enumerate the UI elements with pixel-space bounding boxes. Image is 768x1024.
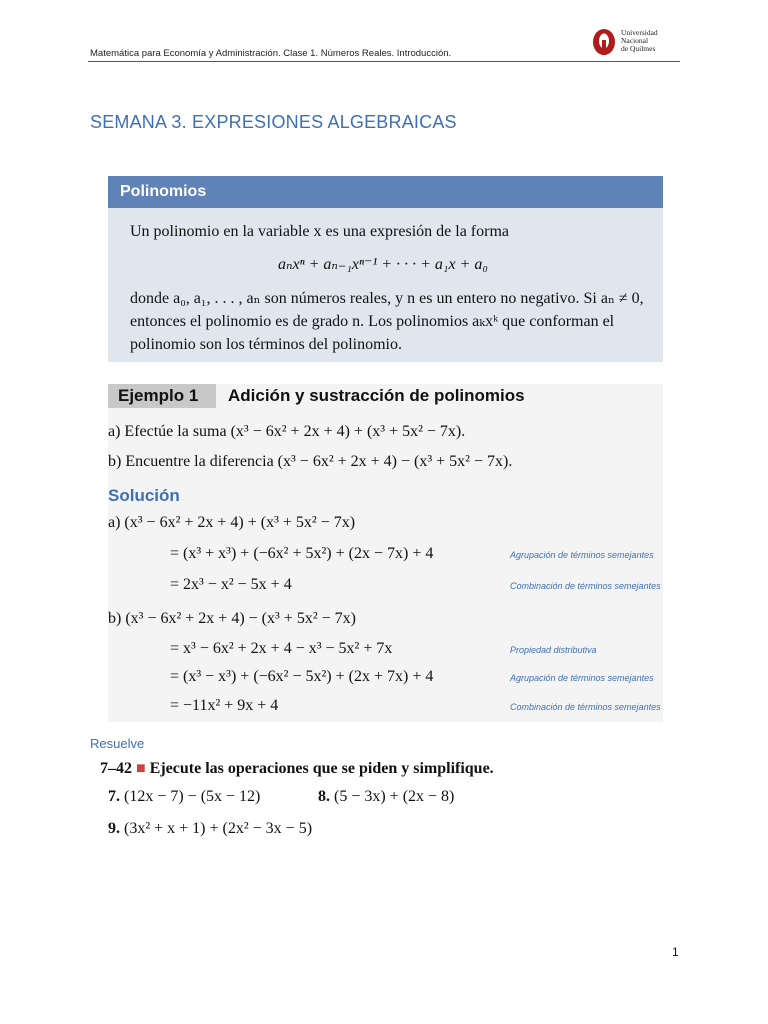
solution-note: Agrupación de términos semejantes xyxy=(510,673,654,683)
university-logo-icon xyxy=(592,28,616,56)
solution-title: Solución xyxy=(108,486,180,505)
logo-line: Universidad xyxy=(621,28,658,37)
solution-b-line: = (x³ − x³) + (−6x² − 5x²) + (2x + 7x) + 4 xyxy=(170,668,434,685)
resuelve-label: Resuelve xyxy=(90,736,145,751)
example-item-b: b) Encuentre la diferencia (x³ − 6x² + 2x + 4) − (x³ + 5x² − 7x). xyxy=(108,453,513,470)
section-title: SEMANA 3. EXPRESIONES ALGEBRAICAS xyxy=(90,112,457,132)
university-logo xyxy=(592,28,680,58)
square-bullet-icon: ■ xyxy=(136,760,146,777)
exercise-expression: (12x − 7) − (5x − 12) xyxy=(124,788,261,805)
exercise-expression: (3x² + x + 1) + (2x² − 3x − 5) xyxy=(124,820,313,837)
exercise-number: 7. xyxy=(108,788,120,805)
definition-header xyxy=(108,176,663,208)
solution-b-line: = x³ − 6x² + 2x + 4 − x³ − 5x² + 7x xyxy=(170,640,393,657)
exercise-item xyxy=(108,820,312,838)
solution-a-line: a) (x³ − 6x² + 2x + 4) + (x³ + 5x² − 7x) xyxy=(108,514,356,531)
polynomial-formula: aₙxⁿ + aₙ₋₁xⁿ⁻¹ + · · · + a₁x + a₀ xyxy=(278,256,488,273)
exercise-heading xyxy=(100,760,494,778)
logo-line: Nacional xyxy=(621,36,649,45)
solution-note: Combinación de términos semejantes xyxy=(510,581,661,591)
exercise-item xyxy=(108,788,260,806)
solution-note: Propiedad distributiva xyxy=(510,645,597,655)
solution-a-line: = 2x³ − x² − 5x + 4 xyxy=(170,576,292,593)
exercise-range: 7–42 xyxy=(100,760,132,777)
page-number: 1 xyxy=(672,945,679,959)
exercise-number: 9. xyxy=(108,820,120,837)
logo-text xyxy=(621,29,658,53)
example-item-a: a) Efectúe la suma (x³ − 6x² + 2x + 4) + (x³ + 5x² − 7x). xyxy=(108,423,466,440)
definition-text: donde a₀, a₁, . . . , aₙ son números reales, y n es un entero no negativo. Si aₙ ≠ 0, entonces el polinomio es de grado n. Los polinomios aₖxᵏ que conforman el polinomio son los términos del polinomio. xyxy=(130,290,644,353)
example-title: Adición y sustracción de polinomios xyxy=(228,386,525,405)
solution-a-line: = (x³ + x³) + (−6x² + 5x²) + (2x − 7x) + 4 xyxy=(170,545,434,562)
solution-note: Agrupación de términos semejantes xyxy=(510,550,654,560)
course-header: Matemática para Economía y Administración. Clase 1. Números Reales. Introducción. xyxy=(90,48,452,59)
logo-line: de Quilmes xyxy=(621,44,656,53)
exercise-expression: (5 − 3x) + (2x − 8) xyxy=(334,788,455,805)
solution-b-line: b) (x³ − 6x² + 2x + 4) − (x³ + 5x² − 7x) xyxy=(108,610,356,627)
example-label xyxy=(108,384,216,408)
definition-line: Un polinomio en la variable x es una expresión de la forma xyxy=(130,223,509,240)
solution-b-line: = −11x² + 9x + 4 xyxy=(170,697,279,714)
header-divider xyxy=(88,61,680,62)
solution-note: Combinación de términos semejantes xyxy=(510,702,661,712)
exercise-item xyxy=(318,788,454,806)
polinomios-definition-box xyxy=(108,176,663,362)
definition-title: Polinomios xyxy=(120,183,207,200)
exercise-instruction: Ejecute las operaciones que se piden y simplifique. xyxy=(149,760,494,777)
example-label-text: Ejemplo 1 xyxy=(118,386,199,405)
exercise-number: 8. xyxy=(318,788,330,805)
